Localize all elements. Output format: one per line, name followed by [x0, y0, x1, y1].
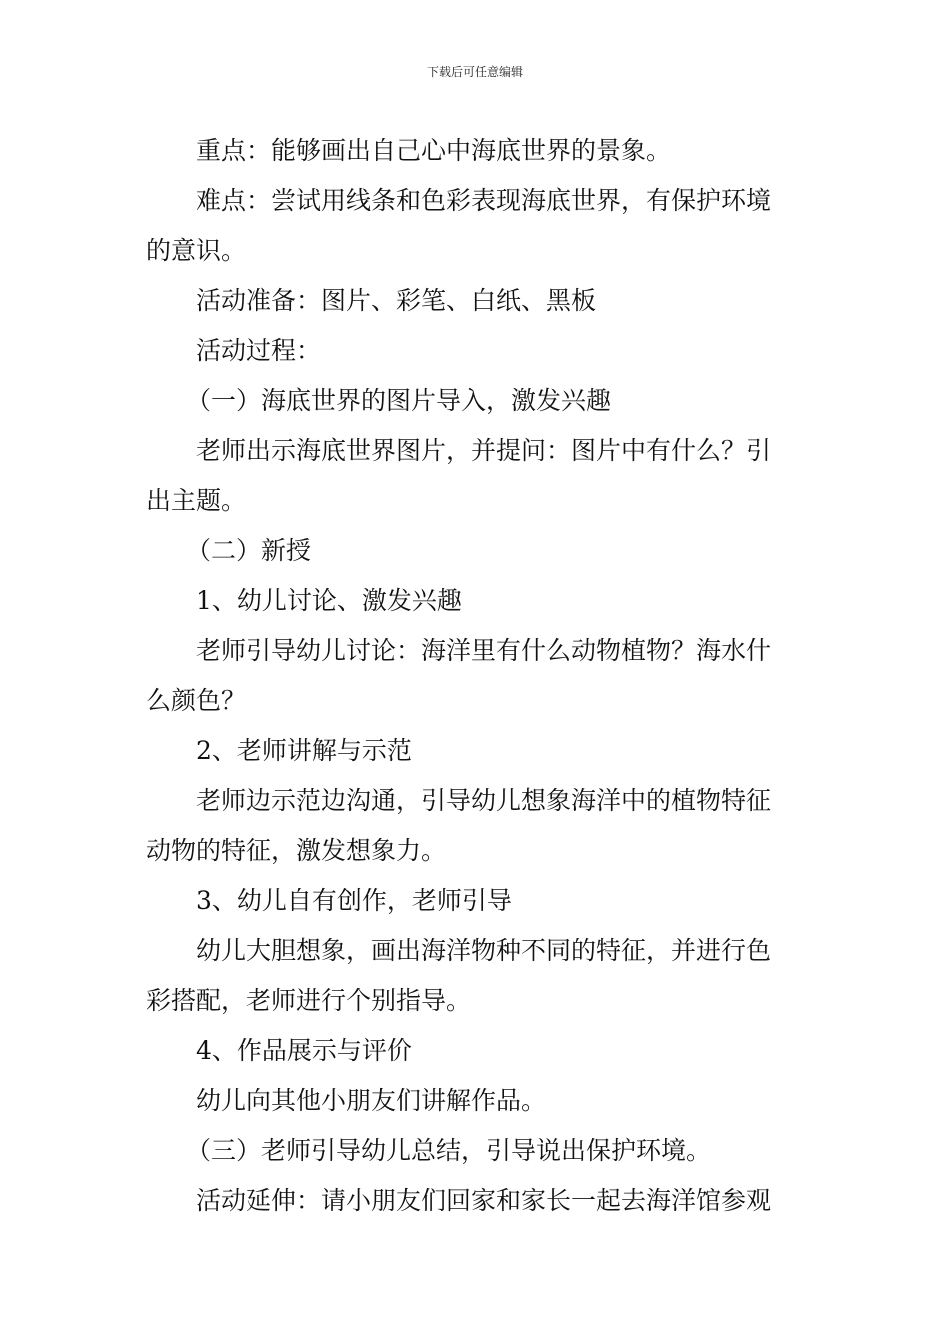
- page-header-note: 下载后可任意编辑: [426, 65, 523, 79]
- paragraph-difficulty: 难点：尝试用线条和色彩表现海底世界，有保护环境: [196, 186, 772, 215]
- paragraph-presentation: 幼儿向其他小朋友们讲解作品。: [196, 1086, 547, 1115]
- paragraph-discussion: 老师引导幼儿讨论：海洋里有什么动物植物？海水什: [196, 636, 772, 665]
- paragraph-preparation: 活动准备：图片、彩笔、白纸、黑板: [196, 286, 597, 315]
- paragraph-creation-continued: 彩搭配，老师进行个别指导。: [146, 986, 472, 1015]
- section-heading-2: （二）新授: [186, 536, 312, 565]
- document-body: [146, 126, 808, 1226]
- paragraph-extension: 活动延伸：请小朋友们回家和家长一起去海洋馆参观: [196, 1186, 772, 1215]
- paragraph-creation: 幼儿大胆想象，画出海洋物种不同的特征，并进行色: [196, 936, 772, 965]
- paragraph-show-pictures-continued: 出主题。: [146, 486, 247, 515]
- paragraph-show-pictures: 老师出示海底世界图片，并提问：图片中有什么？引: [196, 436, 772, 465]
- paragraph-difficulty-continued: 的意识。: [146, 236, 247, 265]
- step-3-heading: 3、幼儿自有创作，老师引导: [196, 886, 512, 915]
- paragraph-process-heading: 活动过程：: [196, 336, 322, 365]
- paragraph-demonstration-continued: 动物的特征，激发想象力。: [146, 836, 447, 865]
- paragraph-discussion-continued: 么颜色？: [146, 686, 247, 715]
- step-4-heading: 4、作品展示与评价: [196, 1036, 412, 1065]
- step-1-heading: 1、幼儿讨论、激发兴趣: [196, 586, 462, 615]
- step-2-heading: 2、老师讲解与示范: [196, 736, 412, 765]
- paragraph-demonstration: 老师边示范边沟通，引导幼儿想象海洋中的植物特征: [196, 786, 772, 815]
- section-heading-1: （一）海底世界的图片导入，激发兴趣: [186, 386, 612, 415]
- paragraph-key-point: 重点：能够画出自己心中海底世界的景象。: [196, 136, 672, 165]
- section-heading-3: （三）老师引导幼儿总结，引导说出保护环境。: [186, 1136, 712, 1165]
